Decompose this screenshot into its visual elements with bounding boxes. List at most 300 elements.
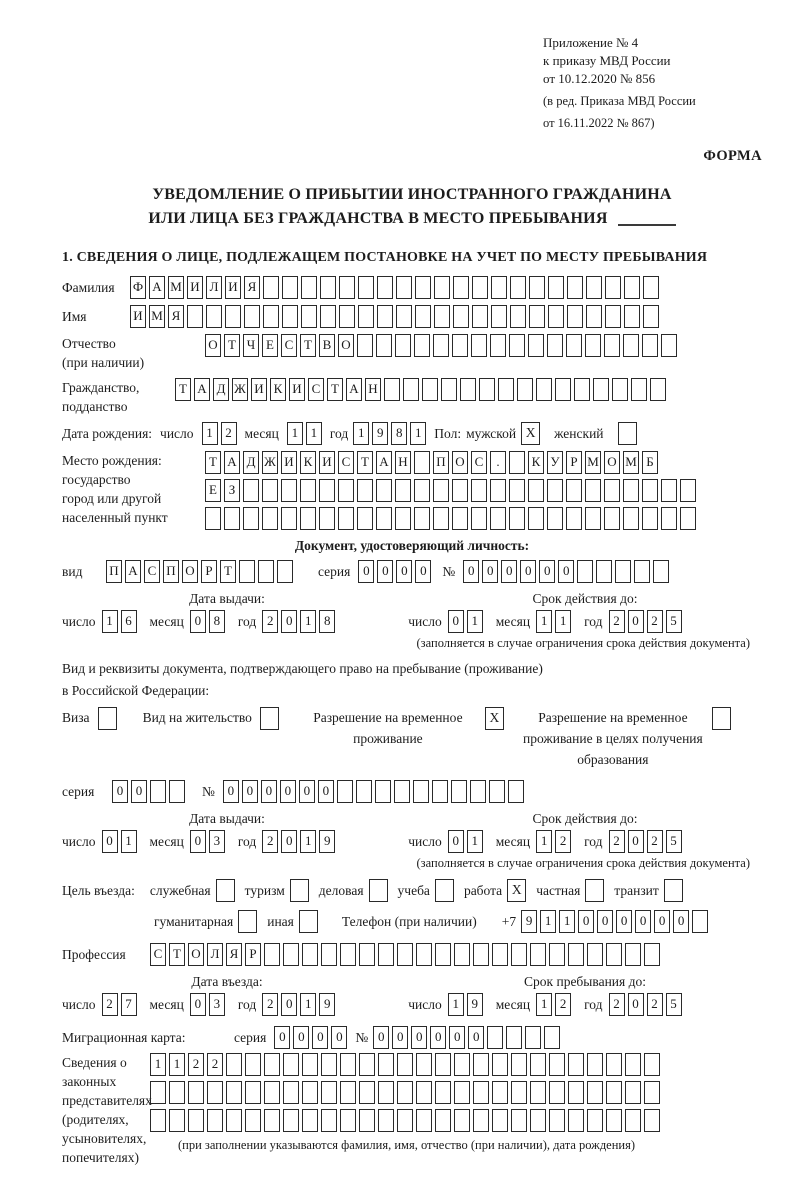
char-cell[interactable]	[397, 1053, 413, 1076]
char-cell[interactable]	[434, 305, 450, 328]
char-cell[interactable]: 0	[616, 910, 632, 933]
char-cell[interactable]	[642, 507, 658, 530]
char-cell[interactable]	[644, 1053, 660, 1076]
char-cell[interactable]: О	[604, 451, 620, 474]
char-cell[interactable]: Т	[357, 451, 373, 474]
char-cell[interactable]	[528, 479, 544, 502]
char-cell[interactable]: П	[163, 560, 179, 583]
char-cell[interactable]	[548, 276, 564, 299]
char-cell[interactable]	[283, 1109, 299, 1132]
char-cell[interactable]: Д	[243, 451, 259, 474]
char-cell[interactable]: О	[452, 451, 468, 474]
purpose-humanitarian-checkbox[interactable]	[238, 910, 257, 933]
char-cell[interactable]	[453, 305, 469, 328]
char-cell[interactable]: 9	[319, 993, 335, 1016]
char-cell[interactable]	[394, 780, 410, 803]
char-cell[interactable]	[536, 378, 552, 401]
char-cell[interactable]: О	[205, 334, 221, 357]
char-cell[interactable]	[207, 1109, 223, 1132]
char-cell[interactable]	[301, 276, 317, 299]
char-cell[interactable]: 8	[209, 610, 225, 633]
char-cell[interactable]	[359, 943, 375, 966]
char-cell[interactable]: 0	[281, 830, 297, 853]
char-cell[interactable]	[661, 479, 677, 502]
char-cell[interactable]: С	[281, 334, 297, 357]
char-cell[interactable]	[357, 507, 373, 530]
char-cell[interactable]	[277, 560, 293, 583]
char-cell[interactable]: 0	[358, 560, 374, 583]
char-cell[interactable]: 3	[209, 830, 225, 853]
char-cell[interactable]: А	[149, 276, 165, 299]
char-cell[interactable]: Л	[206, 276, 222, 299]
char-cell[interactable]	[491, 276, 507, 299]
char-cell[interactable]: 1	[536, 830, 552, 853]
char-cell[interactable]	[432, 780, 448, 803]
char-cell[interactable]	[188, 1081, 204, 1104]
char-cell[interactable]	[264, 943, 280, 966]
char-cell[interactable]	[377, 276, 393, 299]
char-cell[interactable]: 0	[628, 830, 644, 853]
char-cell[interactable]: С	[338, 451, 354, 474]
char-cell[interactable]	[549, 1081, 565, 1104]
temp-residence-checkbox[interactable]: X	[485, 707, 504, 730]
char-cell[interactable]: К	[270, 378, 286, 401]
char-cell[interactable]: 0	[673, 910, 689, 933]
char-cell[interactable]	[433, 334, 449, 357]
char-cell[interactable]	[359, 1081, 375, 1104]
char-cell[interactable]	[262, 479, 278, 502]
char-cell[interactable]	[585, 507, 601, 530]
char-cell[interactable]	[300, 479, 316, 502]
char-cell[interactable]	[226, 1081, 242, 1104]
char-cell[interactable]	[612, 378, 628, 401]
char-cell[interactable]: 0	[190, 610, 206, 633]
char-cell[interactable]	[593, 378, 609, 401]
char-cell[interactable]: Ж	[262, 451, 278, 474]
char-cell[interactable]: Т	[169, 943, 185, 966]
char-cell[interactable]	[511, 943, 527, 966]
char-cell[interactable]	[283, 1081, 299, 1104]
char-cell[interactable]: 1	[287, 422, 303, 445]
char-cell[interactable]: З	[224, 479, 240, 502]
char-cell[interactable]	[692, 910, 708, 933]
char-cell[interactable]	[498, 378, 514, 401]
char-cell[interactable]: С	[471, 451, 487, 474]
char-cell[interactable]: 0	[331, 1026, 347, 1049]
char-cell[interactable]: 5	[666, 830, 682, 853]
char-cell[interactable]	[566, 334, 582, 357]
char-cell[interactable]	[188, 1109, 204, 1132]
char-cell[interactable]: У	[547, 451, 563, 474]
char-cell[interactable]: 0	[377, 560, 393, 583]
char-cell[interactable]: Л	[207, 943, 223, 966]
char-cell[interactable]	[243, 479, 259, 502]
char-cell[interactable]	[377, 305, 393, 328]
char-cell[interactable]: 2	[609, 610, 625, 633]
char-cell[interactable]	[300, 507, 316, 530]
char-cell[interactable]	[226, 1053, 242, 1076]
char-cell[interactable]	[490, 334, 506, 357]
char-cell[interactable]	[302, 1053, 318, 1076]
char-cell[interactable]: 2	[207, 1053, 223, 1076]
char-cell[interactable]	[615, 560, 631, 583]
char-cell[interactable]	[530, 1109, 546, 1132]
char-cell[interactable]: Н	[395, 451, 411, 474]
char-cell[interactable]	[548, 305, 564, 328]
char-cell[interactable]	[357, 334, 373, 357]
char-cell[interactable]: 0	[430, 1026, 446, 1049]
char-cell[interactable]: Т	[327, 378, 343, 401]
char-cell[interactable]	[623, 334, 639, 357]
char-cell[interactable]	[263, 305, 279, 328]
char-cell[interactable]: 9	[319, 830, 335, 853]
char-cell[interactable]	[549, 1053, 565, 1076]
char-cell[interactable]: 0	[578, 910, 594, 933]
char-cell[interactable]: 2	[609, 993, 625, 1016]
char-cell[interactable]	[395, 479, 411, 502]
char-cell[interactable]	[358, 276, 374, 299]
char-cell[interactable]	[566, 507, 582, 530]
char-cell[interactable]	[376, 334, 392, 357]
char-cell[interactable]: 0	[102, 830, 118, 853]
char-cell[interactable]	[509, 334, 525, 357]
char-cell[interactable]	[262, 507, 278, 530]
char-cell[interactable]	[245, 1109, 261, 1132]
char-cell[interactable]	[243, 507, 259, 530]
char-cell[interactable]: Т	[300, 334, 316, 357]
char-cell[interactable]	[359, 1109, 375, 1132]
char-cell[interactable]	[169, 1081, 185, 1104]
char-cell[interactable]: .	[490, 451, 506, 474]
char-cell[interactable]	[301, 305, 317, 328]
char-cell[interactable]	[625, 1053, 641, 1076]
char-cell[interactable]: 2	[262, 610, 278, 633]
char-cell[interactable]	[451, 780, 467, 803]
char-cell[interactable]	[506, 1026, 522, 1049]
char-cell[interactable]: И	[251, 378, 267, 401]
char-cell[interactable]	[397, 1109, 413, 1132]
char-cell[interactable]: 1	[202, 422, 218, 445]
char-cell[interactable]	[264, 1109, 280, 1132]
char-cell[interactable]	[283, 1053, 299, 1076]
char-cell[interactable]	[433, 507, 449, 530]
char-cell[interactable]: 0	[411, 1026, 427, 1049]
female-checkbox[interactable]	[618, 422, 637, 445]
char-cell[interactable]: 0	[281, 993, 297, 1016]
char-cell[interactable]	[549, 943, 565, 966]
char-cell[interactable]: 8	[391, 422, 407, 445]
char-cell[interactable]: 6	[121, 610, 137, 633]
char-cell[interactable]	[511, 1081, 527, 1104]
char-cell[interactable]	[321, 1081, 337, 1104]
char-cell[interactable]: 2	[188, 1053, 204, 1076]
char-cell[interactable]: 0	[628, 993, 644, 1016]
char-cell[interactable]: 1	[555, 610, 571, 633]
char-cell[interactable]	[452, 479, 468, 502]
char-cell[interactable]	[357, 479, 373, 502]
char-cell[interactable]: С	[144, 560, 160, 583]
char-cell[interactable]	[528, 507, 544, 530]
char-cell[interactable]	[604, 479, 620, 502]
char-cell[interactable]	[568, 1053, 584, 1076]
char-cell[interactable]	[643, 305, 659, 328]
char-cell[interactable]	[631, 378, 647, 401]
residence-permit-checkbox[interactable]	[260, 707, 279, 730]
char-cell[interactable]	[378, 1109, 394, 1132]
char-cell[interactable]: А	[224, 451, 240, 474]
char-cell[interactable]	[585, 479, 601, 502]
char-cell[interactable]: Я	[244, 276, 260, 299]
char-cell[interactable]	[509, 507, 525, 530]
char-cell[interactable]	[264, 1081, 280, 1104]
char-cell[interactable]	[321, 1053, 337, 1076]
char-cell[interactable]	[490, 507, 506, 530]
char-cell[interactable]: И	[281, 451, 297, 474]
char-cell[interactable]: 0	[396, 560, 412, 583]
char-cell[interactable]: С	[308, 378, 324, 401]
char-cell[interactable]	[397, 943, 413, 966]
char-cell[interactable]	[653, 560, 669, 583]
char-cell[interactable]: 2	[102, 993, 118, 1016]
char-cell[interactable]: Р	[201, 560, 217, 583]
char-cell[interactable]	[568, 1081, 584, 1104]
char-cell[interactable]	[566, 479, 582, 502]
char-cell[interactable]	[644, 1109, 660, 1132]
char-cell[interactable]	[661, 507, 677, 530]
char-cell[interactable]: 0	[281, 610, 297, 633]
purpose-work-checkbox[interactable]: X	[507, 879, 526, 902]
char-cell[interactable]	[264, 1053, 280, 1076]
char-cell[interactable]	[435, 1109, 451, 1132]
char-cell[interactable]: И	[319, 451, 335, 474]
char-cell[interactable]	[479, 378, 495, 401]
char-cell[interactable]: А	[125, 560, 141, 583]
char-cell[interactable]	[492, 943, 508, 966]
char-cell[interactable]	[528, 334, 544, 357]
char-cell[interactable]: Ч	[243, 334, 259, 357]
char-cell[interactable]	[434, 276, 450, 299]
char-cell[interactable]: 0	[654, 910, 670, 933]
char-cell[interactable]: 1	[169, 1053, 185, 1076]
char-cell[interactable]: М	[168, 276, 184, 299]
char-cell[interactable]	[395, 334, 411, 357]
char-cell[interactable]: В	[319, 334, 335, 357]
char-cell[interactable]	[441, 378, 457, 401]
char-cell[interactable]	[340, 1109, 356, 1132]
char-cell[interactable]: 0	[463, 560, 479, 583]
char-cell[interactable]	[422, 378, 438, 401]
char-cell[interactable]	[634, 560, 650, 583]
char-cell[interactable]	[454, 943, 470, 966]
char-cell[interactable]	[356, 780, 372, 803]
char-cell[interactable]: 1	[536, 610, 552, 633]
char-cell[interactable]	[680, 479, 696, 502]
char-cell[interactable]	[359, 1053, 375, 1076]
char-cell[interactable]: М	[585, 451, 601, 474]
char-cell[interactable]: 1	[121, 830, 137, 853]
char-cell[interactable]	[169, 780, 185, 803]
char-cell[interactable]: 5	[666, 993, 682, 1016]
char-cell[interactable]	[606, 1109, 622, 1132]
char-cell[interactable]	[414, 451, 430, 474]
char-cell[interactable]: 0	[392, 1026, 408, 1049]
char-cell[interactable]	[625, 1081, 641, 1104]
char-cell[interactable]	[263, 276, 279, 299]
char-cell[interactable]	[547, 479, 563, 502]
char-cell[interactable]: Я	[226, 943, 242, 966]
char-cell[interactable]: 0	[520, 560, 536, 583]
char-cell[interactable]	[625, 943, 641, 966]
char-cell[interactable]	[471, 507, 487, 530]
char-cell[interactable]: Т	[224, 334, 240, 357]
char-cell[interactable]: И	[130, 305, 146, 328]
char-cell[interactable]	[604, 507, 620, 530]
char-cell[interactable]	[529, 276, 545, 299]
char-cell[interactable]	[454, 1109, 470, 1132]
male-checkbox[interactable]: X	[521, 422, 540, 445]
char-cell[interactable]	[302, 943, 318, 966]
char-cell[interactable]	[337, 780, 353, 803]
char-cell[interactable]: 2	[221, 422, 237, 445]
purpose-private-checkbox[interactable]	[585, 879, 604, 902]
char-cell[interactable]	[416, 1081, 432, 1104]
char-cell[interactable]	[492, 1053, 508, 1076]
char-cell[interactable]: 2	[262, 993, 278, 1016]
char-cell[interactable]	[414, 507, 430, 530]
char-cell[interactable]	[472, 276, 488, 299]
char-cell[interactable]: 0	[112, 780, 128, 803]
char-cell[interactable]	[338, 507, 354, 530]
char-cell[interactable]	[587, 1081, 603, 1104]
char-cell[interactable]	[530, 943, 546, 966]
char-cell[interactable]	[320, 276, 336, 299]
char-cell[interactable]	[623, 507, 639, 530]
char-cell[interactable]	[187, 305, 203, 328]
char-cell[interactable]	[473, 1109, 489, 1132]
char-cell[interactable]: И	[225, 276, 241, 299]
char-cell[interactable]	[530, 1053, 546, 1076]
char-cell[interactable]: 1	[467, 830, 483, 853]
char-cell[interactable]	[319, 507, 335, 530]
char-cell[interactable]	[281, 507, 297, 530]
char-cell[interactable]	[510, 276, 526, 299]
char-cell[interactable]	[568, 943, 584, 966]
char-cell[interactable]	[339, 305, 355, 328]
char-cell[interactable]	[473, 1053, 489, 1076]
char-cell[interactable]	[320, 305, 336, 328]
char-cell[interactable]	[473, 943, 489, 966]
char-cell[interactable]: 0	[312, 1026, 328, 1049]
char-cell[interactable]	[642, 479, 658, 502]
char-cell[interactable]	[414, 479, 430, 502]
char-cell[interactable]: 0	[190, 993, 206, 1016]
char-cell[interactable]: М	[149, 305, 165, 328]
char-cell[interactable]	[245, 1081, 261, 1104]
char-cell[interactable]	[625, 1109, 641, 1132]
char-cell[interactable]	[489, 780, 505, 803]
char-cell[interactable]: Т	[205, 451, 221, 474]
char-cell[interactable]	[205, 507, 221, 530]
char-cell[interactable]: 0	[299, 780, 315, 803]
char-cell[interactable]	[606, 943, 622, 966]
purpose-other-checkbox[interactable]	[299, 910, 318, 933]
char-cell[interactable]	[302, 1109, 318, 1132]
char-cell[interactable]	[586, 305, 602, 328]
char-cell[interactable]: 0	[242, 780, 258, 803]
char-cell[interactable]: 1	[410, 422, 426, 445]
char-cell[interactable]: 0	[131, 780, 147, 803]
char-cell[interactable]: 0	[280, 780, 296, 803]
char-cell[interactable]	[490, 479, 506, 502]
char-cell[interactable]	[433, 479, 449, 502]
char-cell[interactable]: А	[346, 378, 362, 401]
char-cell[interactable]	[517, 378, 533, 401]
char-cell[interactable]	[225, 305, 241, 328]
char-cell[interactable]: 0	[373, 1026, 389, 1049]
char-cell[interactable]	[396, 305, 412, 328]
char-cell[interactable]: Б	[642, 451, 658, 474]
char-cell[interactable]	[169, 1109, 185, 1132]
char-cell[interactable]	[567, 276, 583, 299]
char-cell[interactable]: 0	[223, 780, 239, 803]
char-cell[interactable]: 0	[190, 830, 206, 853]
char-cell[interactable]: 1	[448, 993, 464, 1016]
char-cell[interactable]	[644, 943, 660, 966]
char-cell[interactable]	[644, 1081, 660, 1104]
char-cell[interactable]	[340, 943, 356, 966]
char-cell[interactable]	[283, 943, 299, 966]
char-cell[interactable]: С	[150, 943, 166, 966]
char-cell[interactable]	[509, 451, 525, 474]
char-cell[interactable]	[319, 479, 335, 502]
char-cell[interactable]: О	[338, 334, 354, 357]
char-cell[interactable]: А	[376, 451, 392, 474]
char-cell[interactable]	[511, 1053, 527, 1076]
char-cell[interactable]	[339, 276, 355, 299]
char-cell[interactable]: 0	[558, 560, 574, 583]
purpose-tourism-checkbox[interactable]	[290, 879, 309, 902]
char-cell[interactable]	[471, 334, 487, 357]
char-cell[interactable]	[384, 378, 400, 401]
char-cell[interactable]: П	[106, 560, 122, 583]
char-cell[interactable]	[547, 334, 563, 357]
temp-residence-education-checkbox[interactable]	[712, 707, 731, 730]
char-cell[interactable]	[568, 1109, 584, 1132]
char-cell[interactable]	[245, 1053, 261, 1076]
char-cell[interactable]	[606, 1081, 622, 1104]
char-cell[interactable]: Р	[245, 943, 261, 966]
char-cell[interactable]	[338, 479, 354, 502]
char-cell[interactable]	[206, 305, 222, 328]
purpose-transit-checkbox[interactable]	[664, 879, 683, 902]
char-cell[interactable]	[403, 378, 419, 401]
char-cell[interactable]	[281, 479, 297, 502]
char-cell[interactable]	[511, 1109, 527, 1132]
char-cell[interactable]	[650, 378, 666, 401]
char-cell[interactable]	[414, 334, 430, 357]
char-cell[interactable]	[470, 780, 486, 803]
char-cell[interactable]: 0	[448, 610, 464, 633]
char-cell[interactable]	[375, 780, 391, 803]
char-cell[interactable]: 5	[666, 610, 682, 633]
char-cell[interactable]: 9	[467, 993, 483, 1016]
char-cell[interactable]: 1	[300, 993, 316, 1016]
char-cell[interactable]	[460, 378, 476, 401]
char-cell[interactable]: 0	[539, 560, 555, 583]
char-cell[interactable]	[150, 1081, 166, 1104]
char-cell[interactable]: 8	[319, 610, 335, 633]
char-cell[interactable]	[397, 1081, 413, 1104]
